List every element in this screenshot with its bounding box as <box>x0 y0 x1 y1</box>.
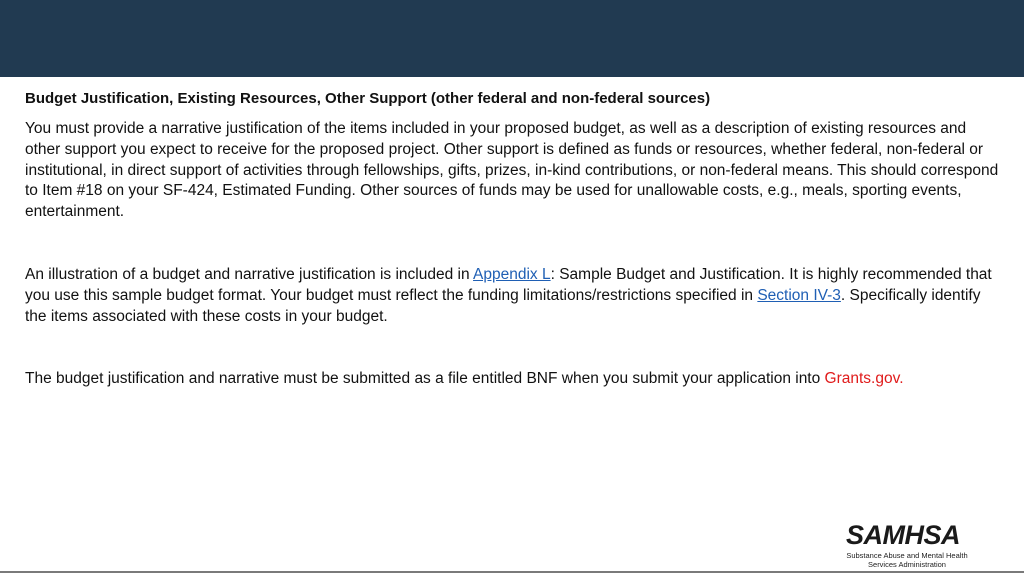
logo-subtitle-line1: Substance Abuse and Mental Health <box>846 551 968 560</box>
paragraph-text: An illustration of a budget and narrative justification is included in <box>25 265 474 283</box>
logo-wordmark: SAMHSA <box>846 520 961 550</box>
slide-content <box>25 89 1000 390</box>
section-iv-3-link[interactable]: Section IV-3 <box>757 286 841 304</box>
paragraph-text: The budget justification and narrative must be submitted as a file entitled BNF when you submit your application into <box>25 370 825 388</box>
spacer <box>25 223 1000 265</box>
slide-heading: Budget Justification, Existing Resources, Other Support (other federal and non-federal sources) <box>25 90 711 107</box>
grants-gov-text: Grants.gov. <box>824 370 904 388</box>
logo-subtitle-line2: Services Administration <box>868 560 946 569</box>
paragraph-submission <box>25 369 1000 390</box>
paragraph-text: . Specifically identify the items associated with these costs in your budget. <box>25 286 981 325</box>
header-band <box>0 0 1024 77</box>
samhsa-logo <box>846 521 968 569</box>
paragraph-budget-illustration <box>25 265 1000 327</box>
spacer <box>25 327 1000 369</box>
paragraph-narrative-justification: You must provide a narrative justification of the items included in your proposed budget, as well as a description of existing resources and other support you expect to receive for the proposed project. Other support is defined as funds or resources, whether federal, non-federal or institutional, in direct support of activities through fellowships, gifts, prizes, in-kind contributions, or non-federal means. This should correspond to Item #18 on your SF-424, Estimated Funding. Other sources of funds may be used for unallowable costs, e.g., meals, sporting events, entertainment. <box>25 120 999 221</box>
footer-divider <box>0 571 1024 573</box>
paragraph-text: : Sample Budget and Justification. It is highly recommended that you use this sample budget format. Your budget must reflect the funding limitations/restrictions specified in <box>25 265 992 304</box>
appendix-l-link[interactable]: Appendix L <box>473 265 551 283</box>
